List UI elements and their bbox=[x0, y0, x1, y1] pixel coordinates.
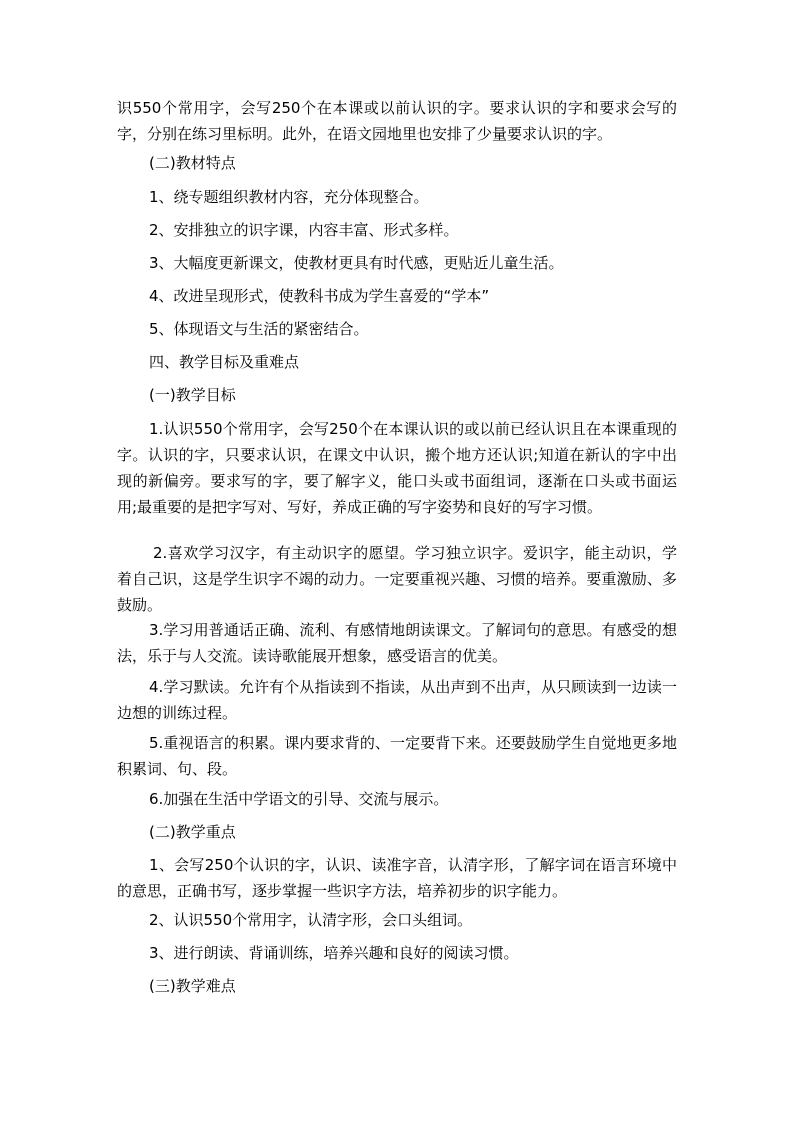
heading-teaching-objectives: (一)教学目标 bbox=[149, 386, 236, 404]
feature-item-1: 1、绕专题组织教材内容，充分体现整合。 bbox=[149, 188, 429, 206]
feature-item-2: 2、安排独立的识字课，内容丰富、形式多样。 bbox=[149, 221, 459, 239]
objective-item-3: 3.学习用普通话正确、流利、有感情地朗读课文。了解词句的意思。有感受的想法，乐于与人交流。读诗歌能展开想象，感受语言的优美。 bbox=[117, 621, 677, 665]
feature-item-3: 3、大幅度更新课文，使教材更具有时代感，更贴近儿童生活。 bbox=[149, 254, 564, 272]
focus-item-1: 1、会写250个认识的字，认识、读准字音，认清字形，了解字词在语言环境中的意思，正确书写，逐步掌握一些识字方法，培养初步的识字能力。 bbox=[117, 856, 677, 900]
objective-item-6: 6.加强在生活中学语文的引导、交流与展示。 bbox=[149, 790, 449, 808]
feature-item-5: 5、体现语文与生活的紧密结合。 bbox=[149, 320, 369, 338]
heading-teaching-difficulties: (三)教学难点 bbox=[149, 977, 236, 995]
focus-item-2: 2、认识550个常用字，认清字形，会口头组词。 bbox=[149, 911, 473, 929]
objective-item-4: 4.学习默读。允许有个从指读到不指读，从出声到不出声，从只顾读到一边读一边想的训练过程。 bbox=[117, 678, 677, 722]
objective-item-5: 5.重视语言的积累。课内要求背的、一定要背下来。还要鼓励学生自觉地更多地积累词、句、段。 bbox=[117, 734, 677, 778]
feature-item-4: 4、改进呈现形式，使教科书成为学生喜爱的“学本” bbox=[149, 287, 490, 305]
heading-objectives-and-focus: 四、教学目标及重难点 bbox=[149, 353, 300, 371]
paragraph-intro-continued: 识550个常用字，会写250个在本课或以前认识的字。要求认识的字和要求会写的字，分别在练习里标明。此外，在语文园地里也安排了少量要求认识的字。 bbox=[117, 99, 677, 143]
objective-item-2: 2.喜欢学习汉字，有主动识字的愿望。学习独立识字。爱识字，能主动识，学着自己识，这是学生识字不竭的动力。一定要重视兴趣、习惯的培养。要重激励、多鼓励。 bbox=[117, 544, 677, 614]
heading-textbook-features: (二)教材特点 bbox=[149, 154, 236, 172]
objective-item-1: 1.认识550个常用字，会写250个在本课认识的或以前已经认识且在本课重现的字。认识的字，只要求认识，在课文中认识，搬个地方还认识;知道在新认的字中出现的新偏旁。要求写的字，要了解字义，能口头或书面组词，逐渐在口头或书面运用;最重要的是把字写对、写好，养成正确的写字姿势和良好的写字习惯。 bbox=[117, 420, 677, 516]
focus-item-3: 3、进行朗读、背诵训练，培养兴趣和良好的阅读习惯。 bbox=[149, 944, 519, 962]
heading-teaching-focus: (二)教学重点 bbox=[149, 823, 236, 841]
